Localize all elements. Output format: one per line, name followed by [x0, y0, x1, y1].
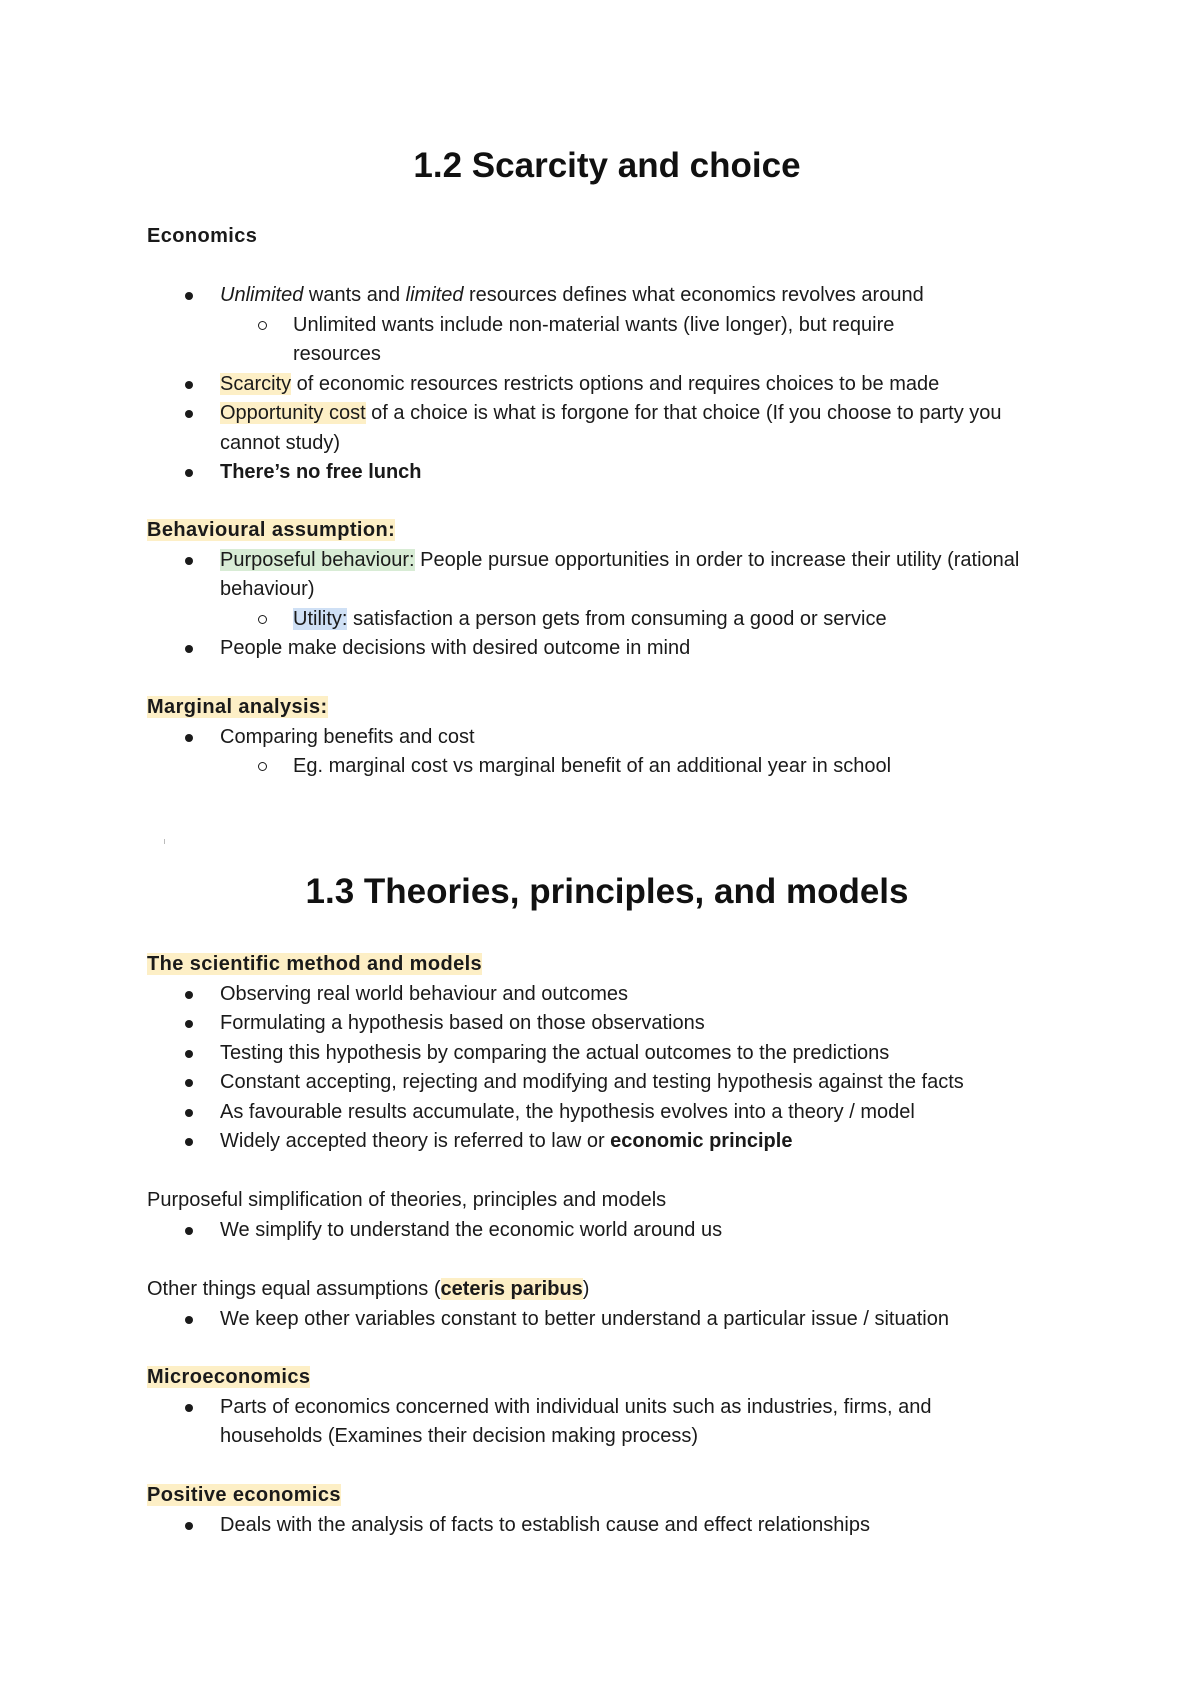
list-item: Deals with the analysis of facts to establish cause and effect relationships	[147, 1511, 1067, 1541]
list-item: Scarcity of economic resources restricts options and requires choices to be made	[147, 370, 1067, 400]
highlight-term: Utility:	[293, 607, 348, 630]
marginal-heading: Marginal analysis:	[147, 696, 328, 718]
list-item: There’s no free lunch	[147, 458, 1067, 488]
list-item: Formulating a hypothesis based on those observations	[147, 1009, 1067, 1039]
list-item: Testing this hypothesis by comparing the actual outcomes to the predictions	[147, 1039, 1067, 1069]
micro-heading: Microeconomics	[147, 1366, 311, 1388]
list-item: Opportunity cost of a choice is what is forgone for that choice (If you choose to party you cannot study)	[147, 399, 1067, 458]
list-item: As favourable results accumulate, the hypothesis evolves into a theory / model	[147, 1098, 1067, 1128]
highlight-term: Purposeful behaviour:	[220, 548, 415, 571]
marginal-section	[147, 693, 1067, 782]
list-item: Widely accepted theory is referred to law or economic principle	[147, 1127, 1067, 1157]
stray-mark	[164, 839, 165, 844]
highlight-term: Scarcity	[220, 372, 292, 395]
behavioural-section	[147, 516, 1067, 664]
behavioural-heading: Behavioural assumption:	[147, 519, 396, 541]
economics-section	[147, 222, 1067, 488]
marginal-list	[147, 723, 1067, 782]
highlight-term: ceteris paribus	[440, 1278, 583, 1300]
list-item: Observing real world behaviour and outcomes	[147, 980, 1067, 1010]
list-item: Unlimited wants and limited resources defines what economics revolves around	[147, 281, 1067, 311]
highlight-term: Opportunity cost	[220, 402, 366, 424]
section-title-theories: 1.3 Theories, principles, and models	[305, 872, 909, 911]
behavioural-list	[147, 546, 1067, 664]
economics-heading: Economics	[147, 225, 258, 247]
micro-section	[147, 1363, 1067, 1452]
economics-list	[147, 281, 1067, 488]
list-item: People make decisions with desired outcome in mind	[147, 634, 1067, 664]
simplification-line: Purposeful simplification of theories, principles and models	[147, 1189, 667, 1211]
list-item: We simplify to understand the economic world around us	[147, 1216, 1067, 1246]
sub-list-item: Utility: satisfaction a person gets from consuming a good or service	[147, 605, 1067, 635]
list-item: Purposeful behaviour: People pursue opportunities in order to increase their utility (rational behaviour)	[147, 546, 1067, 605]
positive-heading: Positive economics	[147, 1484, 341, 1506]
list-item: Constant accepting, rejecting and modifying and testing hypothesis against the facts	[147, 1068, 1067, 1098]
scientific-section	[147, 950, 1067, 1157]
sub-list-item: Eg. marginal cost vs marginal benefit of an additional year in school	[147, 752, 1067, 782]
list-item: We keep other variables constant to better understand a particular issue / situation	[147, 1305, 1067, 1335]
scientific-list	[147, 980, 1067, 1157]
sub-list-item: Unlimited wants include non-material wants (live longer), but require resources	[147, 311, 1067, 370]
scientific-heading: The scientific method and models	[147, 953, 483, 975]
ceteris-section: Other things equal assumptions (ceteris paribus) We keep other variables constant to better understand a particular issue / situation	[147, 1275, 1067, 1334]
list-item: Parts of economics concerned with individual units such as industries, firms, and households (Examines their decision making process)	[147, 1393, 1067, 1452]
list-item: Comparing benefits and cost	[147, 723, 1067, 753]
positive-section	[147, 1481, 1067, 1540]
simplification-section	[147, 1186, 1067, 1245]
section-title-scarcity: 1.2 Scarcity and choice	[413, 146, 801, 185]
